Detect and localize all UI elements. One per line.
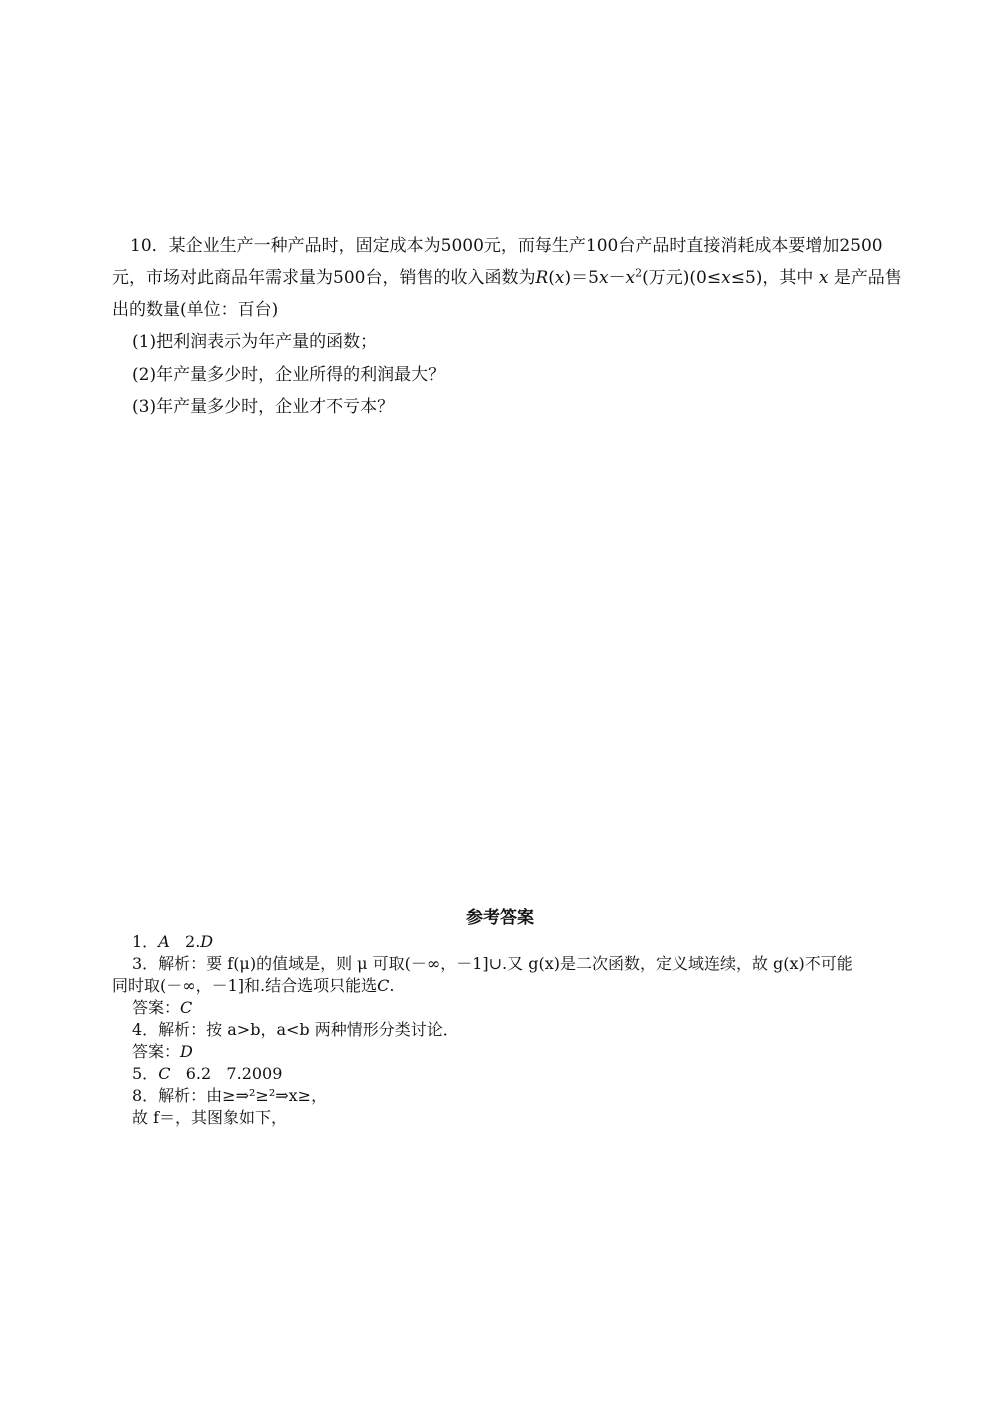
revenue-func-R: R	[535, 268, 549, 288]
a1-num: 1．	[132, 932, 159, 951]
a2-num: 2.	[185, 932, 201, 951]
a2-val: D	[200, 932, 214, 951]
a1-val: A	[158, 932, 170, 951]
a3-ans-label: 答案：	[132, 998, 181, 1017]
answer-5-6-7	[132, 1066, 282, 1082]
problem-line-2-pre: 元，市场对此商品年需求量为500台，销售的收入函数为	[112, 268, 536, 288]
problem-line-3: 出的数量(单位：百台)	[112, 300, 279, 320]
problem-line-2-end: 是产品售	[833, 268, 902, 288]
var-x-5: x	[818, 268, 829, 288]
question-2: (2)年产量多少时，企业所得的利润最大？	[132, 365, 446, 385]
problem-line-2: 元，市场对此商品年需求量为500台，销售的收入函数为$R(x)=5x-x^2$(万元)(0≤x≤5)，其中 x 是产品售	[112, 266, 902, 288]
question-1: (1)把利润表示为年产量的函数；	[132, 332, 378, 352]
answers-title: 参考答案	[466, 908, 534, 928]
a4-ans-label: 答案：	[132, 1042, 181, 1061]
answer-8-line-2: 故 f＝，其图象如下，	[132, 1108, 288, 1127]
var-x-4: x	[721, 268, 731, 288]
unit-paren: (万元)(0≤	[642, 268, 722, 288]
var-x-3: x	[625, 268, 636, 288]
a5-val: C	[158, 1064, 171, 1083]
problem-line-1-text: 10．某企业生产一种产品时，固定成本为5000元，而每生产100台产品时直接消耗成本要增加2500	[130, 236, 883, 256]
a7: 7.2009	[226, 1064, 283, 1083]
exponent: 2	[635, 266, 643, 280]
eq-mid: )＝5	[564, 268, 599, 288]
question-3: (3)年产量多少时，企业才不亏本？	[132, 397, 395, 417]
range-post: ≤5)，其中	[730, 268, 814, 288]
a6: 6.2	[185, 1064, 212, 1083]
a3-line2-pre: 同时取(－∞，－1]和.结合选项只能选	[112, 976, 378, 995]
var-x-2: x	[598, 268, 609, 288]
a4-ans-val: D	[180, 1042, 193, 1061]
minus-sign: －	[608, 268, 626, 288]
var-x-1: x	[554, 268, 565, 288]
answer-8-line-1: 8．解析：由≥⇒²≥²⇒x≥，	[132, 1086, 328, 1105]
a3-line2-end: .	[389, 976, 395, 995]
answer-3-result	[132, 1000, 192, 1016]
answer-3-line-2	[112, 978, 394, 994]
a3-line2-val: C	[377, 976, 390, 995]
answer-4-result	[132, 1044, 193, 1060]
answer-1-2	[132, 934, 213, 950]
answer-4-line: 4．解析：按 a>b，a<b 两种情形分类讨论．	[132, 1020, 459, 1039]
problem-line-1	[130, 238, 883, 255]
a5-num: 5．	[132, 1064, 159, 1083]
a3-ans-val: C	[180, 998, 193, 1017]
answer-3-line-1: 3．解析：要 f(μ)的值域是，则 μ 可取(－∞，－1]∪.又 g(x)是二次函数，定义域连续，故 g(x)不可能	[132, 954, 853, 973]
